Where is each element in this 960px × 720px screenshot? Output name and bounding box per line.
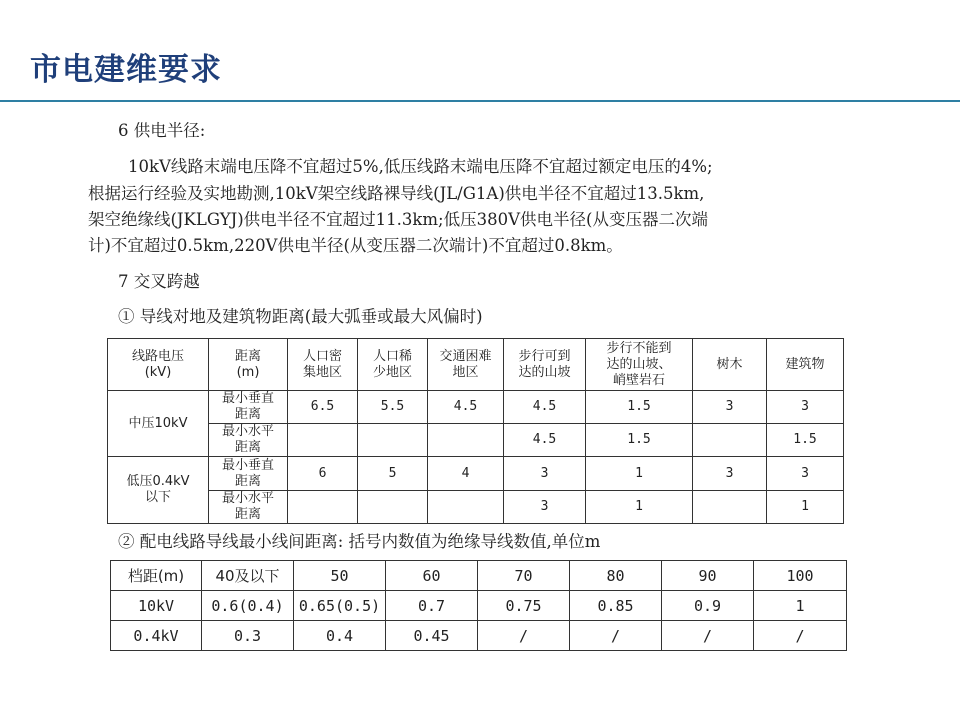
value-cell — [693, 424, 767, 457]
table2-cell: 0.45 — [386, 621, 478, 651]
voltage-cell: 低压0.4kV 以下 — [108, 457, 209, 524]
table1-header-cell: 建筑物 — [767, 339, 844, 391]
paragraph-line-1: 10kV线路末端电压降不宜超过5%,低压线路末端电压降不宜超过额定电压的4%; — [128, 157, 713, 176]
value-cell: 4 — [428, 457, 504, 491]
table1-header-cell: 交通困难 地区 — [428, 339, 504, 391]
table2-caption: ② 配电线路导线最小线间距离: 括号内数值为绝缘导线数值,单位m — [118, 532, 601, 551]
page-title: 市电建维要求 — [30, 52, 222, 88]
value-cell: 6.5 — [288, 391, 358, 424]
value-cell — [288, 491, 358, 524]
table1-header-cell: 树木 — [693, 339, 767, 391]
value-cell — [428, 424, 504, 457]
table2-cell: 0.75 — [478, 591, 570, 621]
table2-cell: / — [478, 621, 570, 651]
table-row — [111, 591, 847, 621]
clearance-table — [107, 338, 844, 524]
table-row — [111, 561, 847, 591]
table2-cell: 0.7 — [386, 591, 478, 621]
value-cell: 5.5 — [358, 391, 428, 424]
table-row — [108, 491, 844, 524]
table2-cell: 90 — [662, 561, 754, 591]
value-cell: 1 — [767, 491, 844, 524]
line-spacing-table — [110, 560, 847, 651]
distance-type-cell: 最小垂直 距离 — [209, 457, 288, 491]
table1-header-cell: 线路电压 (kV) — [108, 339, 209, 391]
value-cell: 3 — [504, 491, 586, 524]
table1-header-cell: 人口密 集地区 — [288, 339, 358, 391]
value-cell: 5 — [358, 457, 428, 491]
table2-cell: 10kV — [111, 591, 202, 621]
table2-cell: / — [570, 621, 662, 651]
table2-cell: 40及以下 — [202, 561, 294, 591]
table2-cell: 80 — [570, 561, 662, 591]
value-cell — [428, 491, 504, 524]
table2-cell: 1 — [754, 591, 847, 621]
section6-heading: 6 供电半径: — [118, 121, 206, 140]
value-cell: 3 — [693, 457, 767, 491]
paragraph-line-2: 根据运行经验及实地勘测,10kV架空线路裸导线(JL/G1A)供电半径不宜超过13.5km, — [88, 184, 705, 203]
table1-header-cell: 步行不能到 达的山坡、 峭壁岩石 — [586, 339, 693, 391]
table2-cell: 70 — [478, 561, 570, 591]
paragraph-line-3: 架空绝缘线(JKLGYJ)供电半径不宜超过11.3km;低压380V供电半径(从变压器二次端 — [88, 210, 708, 229]
table-row — [108, 391, 844, 424]
value-cell: 4.5 — [504, 391, 586, 424]
value-cell: 1 — [586, 457, 693, 491]
distance-type-cell: 最小水平 距离 — [209, 424, 288, 457]
voltage-cell: 中压10kV — [108, 391, 209, 457]
table2-cell: 50 — [294, 561, 386, 591]
title-divider — [0, 100, 960, 102]
table2-cell: 0.4kV — [111, 621, 202, 651]
table-row — [111, 621, 847, 651]
table2-cell: 0.9 — [662, 591, 754, 621]
value-cell: 3 — [767, 457, 844, 491]
table1-caption: ① 导线对地及建筑物距离(最大弧垂或最大风偏时) — [118, 307, 483, 326]
value-cell — [693, 491, 767, 524]
table2-cell: 0.85 — [570, 591, 662, 621]
table-row — [108, 424, 844, 457]
value-cell — [358, 424, 428, 457]
table2-cell: 档距(m) — [111, 561, 202, 591]
value-cell: 4.5 — [504, 424, 586, 457]
table2-cell: 0.4 — [294, 621, 386, 651]
value-cell: 1.5 — [767, 424, 844, 457]
table2-cell: 0.3 — [202, 621, 294, 651]
table2-cell: 60 — [386, 561, 478, 591]
table2-cell: / — [662, 621, 754, 651]
section7-heading: 7 交叉跨越 — [118, 272, 200, 291]
value-cell — [288, 424, 358, 457]
value-cell: 1.5 — [586, 391, 693, 424]
table2-cell: / — [754, 621, 847, 651]
distance-type-cell: 最小垂直 距离 — [209, 391, 288, 424]
table2-cell: 0.6(0.4) — [202, 591, 294, 621]
value-cell: 3 — [504, 457, 586, 491]
value-cell — [358, 491, 428, 524]
paragraph-line-4: 计)不宜超过0.5km,220V供电半径(从变压器二次端计)不宜超过0.8km。 — [88, 236, 623, 255]
table-row — [108, 457, 844, 491]
table1-header-cell: 距离 (m) — [209, 339, 288, 391]
table1-header-cell: 步行可到 达的山坡 — [504, 339, 586, 391]
table2-cell: 100 — [754, 561, 847, 591]
table2-cell: 0.65(0.5) — [294, 591, 386, 621]
distance-type-cell: 最小水平 距离 — [209, 491, 288, 524]
table1-header-row — [108, 339, 844, 391]
value-cell: 1.5 — [586, 424, 693, 457]
value-cell: 1 — [586, 491, 693, 524]
table1-header-cell: 人口稀 少地区 — [358, 339, 428, 391]
value-cell: 4.5 — [428, 391, 504, 424]
value-cell: 3 — [693, 391, 767, 424]
value-cell: 3 — [767, 391, 844, 424]
value-cell: 6 — [288, 457, 358, 491]
